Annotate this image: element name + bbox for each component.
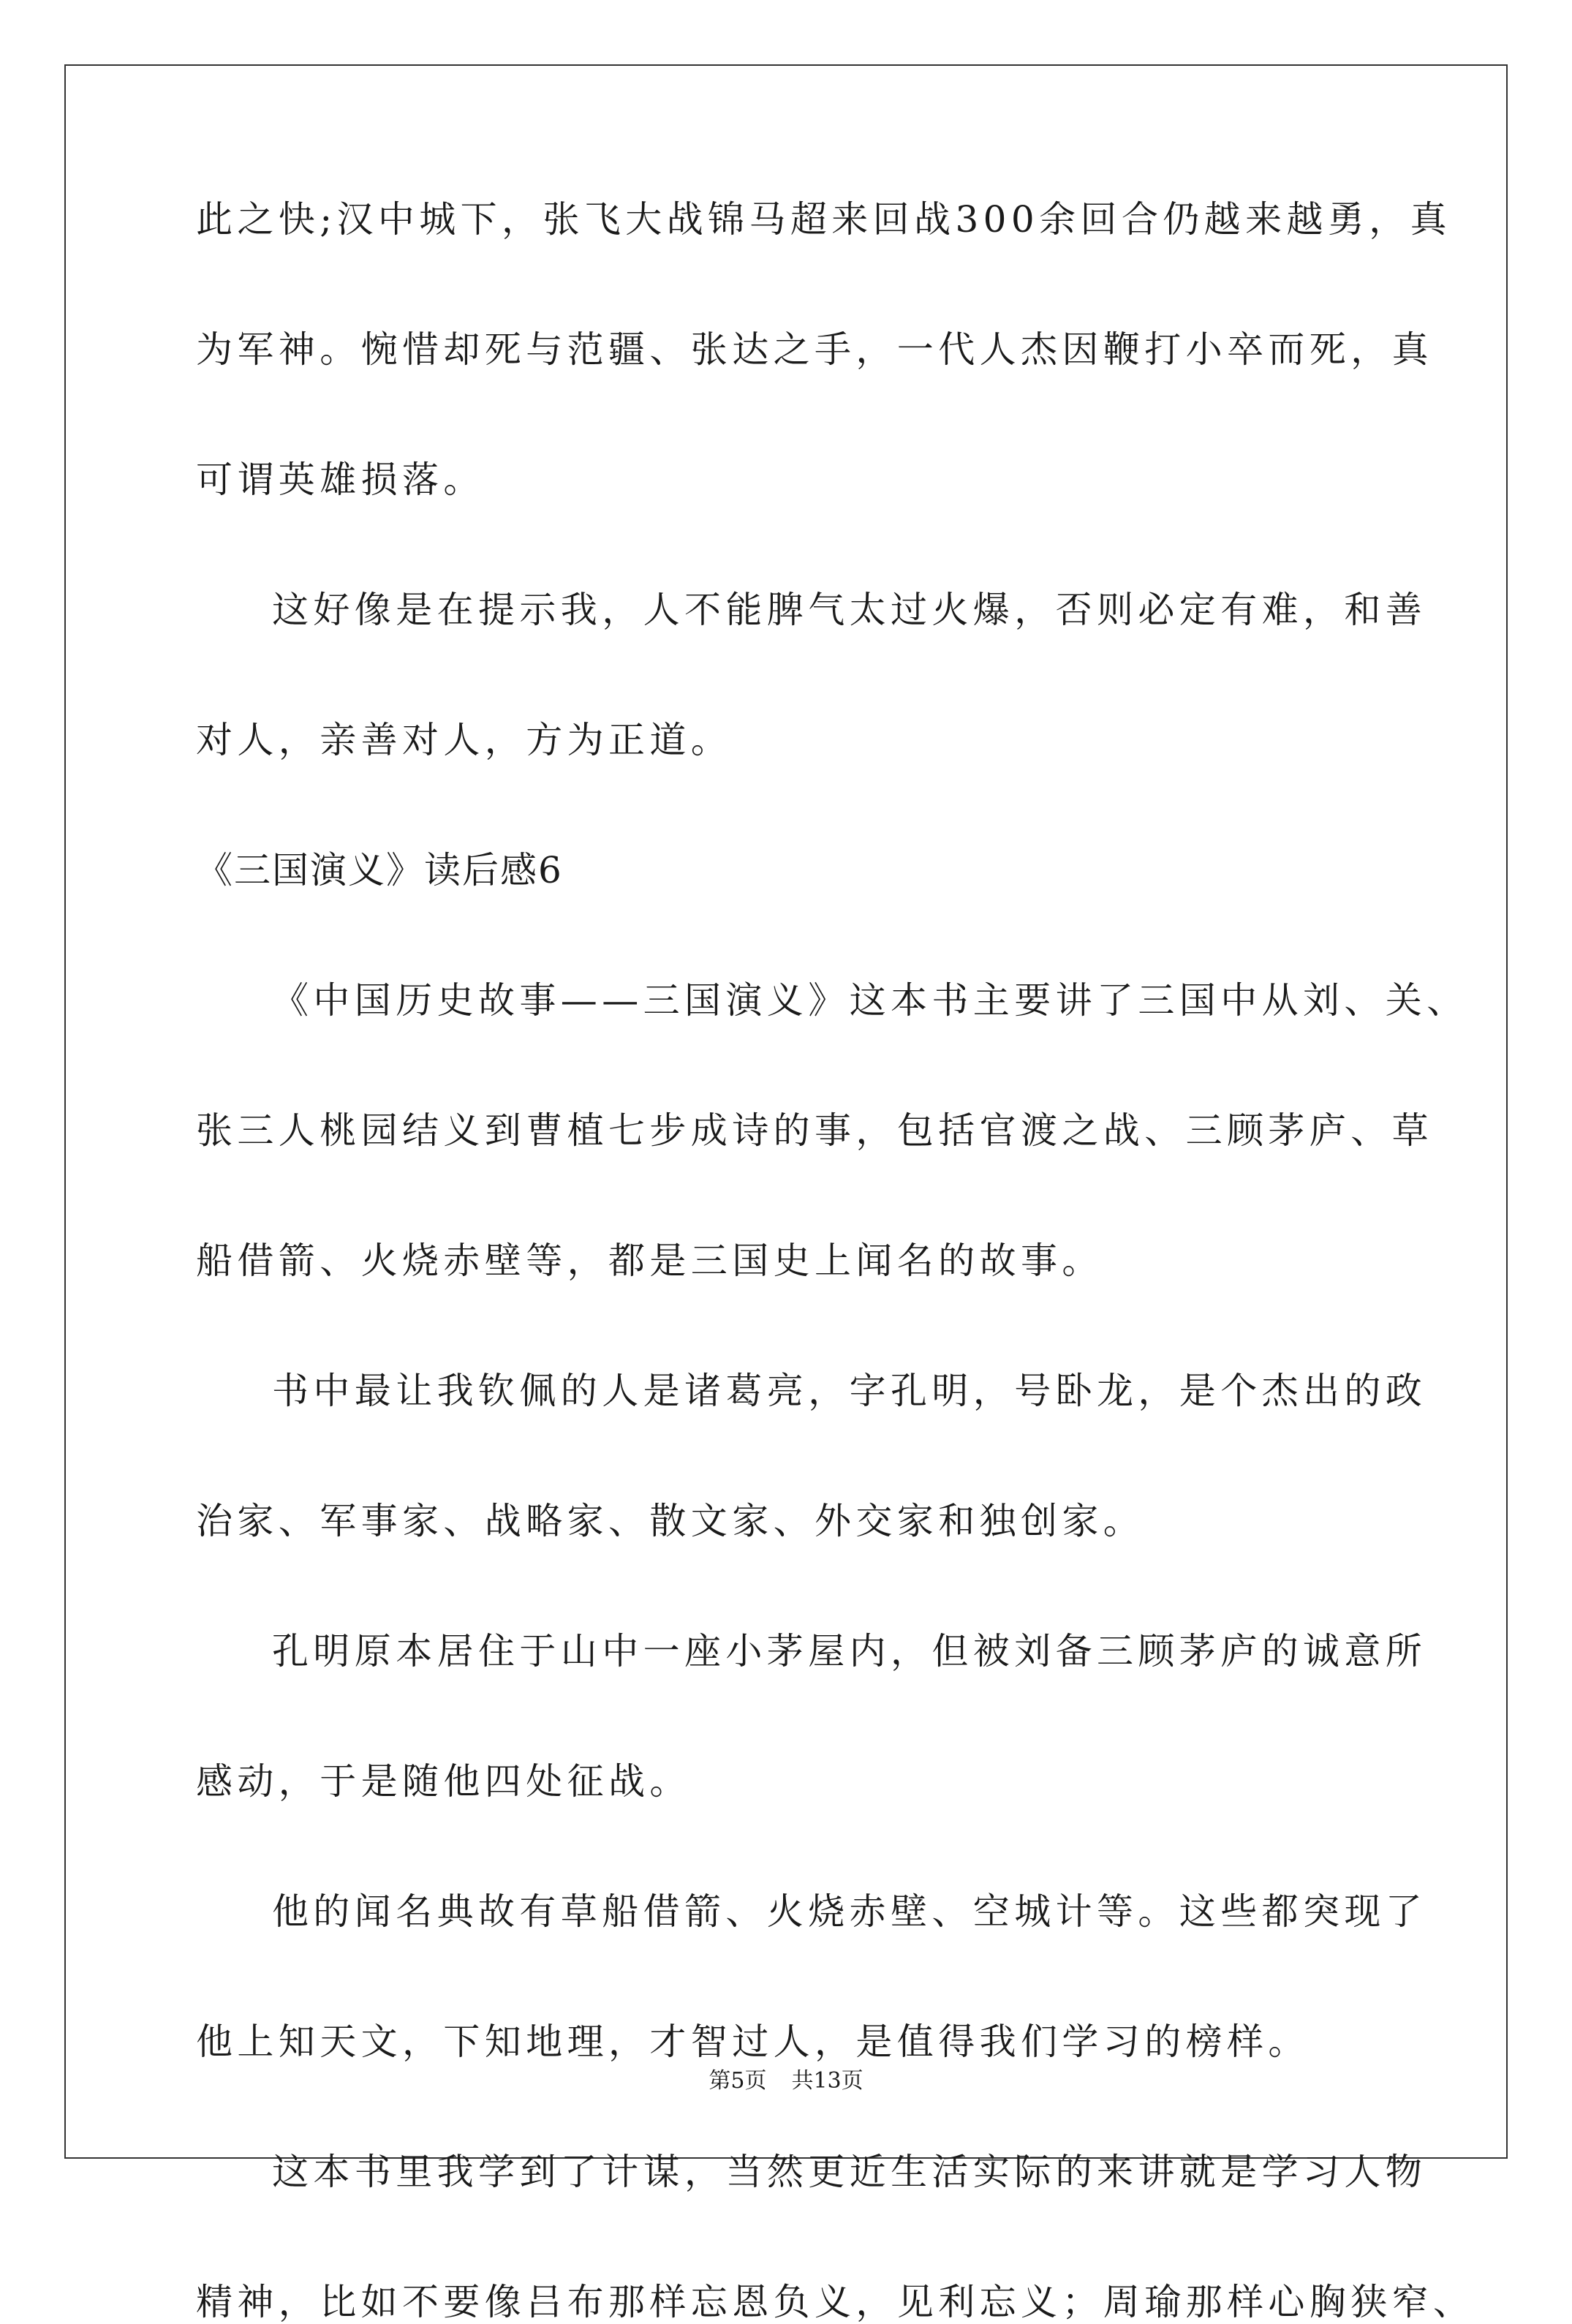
text-line: 为军神。惋惜却死与范疆、张达之手，一代人杰因鞭打小卒而死，真 xyxy=(196,328,1433,371)
document-body xyxy=(196,197,1475,2324)
text-line: 船借箭、火烧赤壁等，都是三国史上闻名的故事。 xyxy=(196,1240,1103,1282)
text-line: 书中最让我钦佩的人是诸葛亮，字孔明，号卧龙，是个杰出的政 xyxy=(272,1370,1427,1412)
text-line: 此之快;汉中城下，张飞大战锦马超来回战300余回合仍越来越勇，真 xyxy=(196,198,1452,241)
text-line: 这本书里我学到了计谋，当然更近生活实际的来讲就是学习人物 xyxy=(272,2151,1427,2193)
text-line: 可谓英雄损落。 xyxy=(196,459,485,501)
text-line: 治家、军事家、战略家、散文家、外交家和独创家。 xyxy=(196,1500,1145,1542)
text-line: 张三人桃园结义到曹植七步成诗的事，包括官渡之战、三顾茅庐、草 xyxy=(196,1109,1433,1152)
text-line: 对人，亲善对人，方为正道。 xyxy=(196,719,733,761)
text-line: 精神，比如不要像吕布那样忘恩负义，见利忘义；周瑜那样心胸狭窄、 xyxy=(196,2281,1475,2323)
page-footer xyxy=(0,2068,1572,2094)
text-line: 他上知天文，下知地理，才智过人，是值得我们学习的榜样。 xyxy=(196,2021,1310,2063)
text-line: 感动，于是随他四处征战。 xyxy=(196,1760,691,1803)
text-line: 孔明原本居住于山中一座小茅屋内，但被刘备三顾茅庐的诚意所 xyxy=(272,1630,1427,1672)
section-heading: 《三国演义》读后感6 xyxy=(196,849,563,891)
text-line: 《中国历史故事——三国演义》这本书主要讲了三国中从刘、关、 xyxy=(272,979,1468,1022)
page-number: 第5页 xyxy=(708,2068,767,2094)
page-total: 共13页 xyxy=(791,2068,864,2094)
text-line: 他的闻名典故有草船借箭、火烧赤壁、空城计等。这些都突现了 xyxy=(272,1890,1427,1933)
text-line: 这好像是在提示我，人不能脾气太过火爆，否则必定有难，和善 xyxy=(272,589,1427,631)
